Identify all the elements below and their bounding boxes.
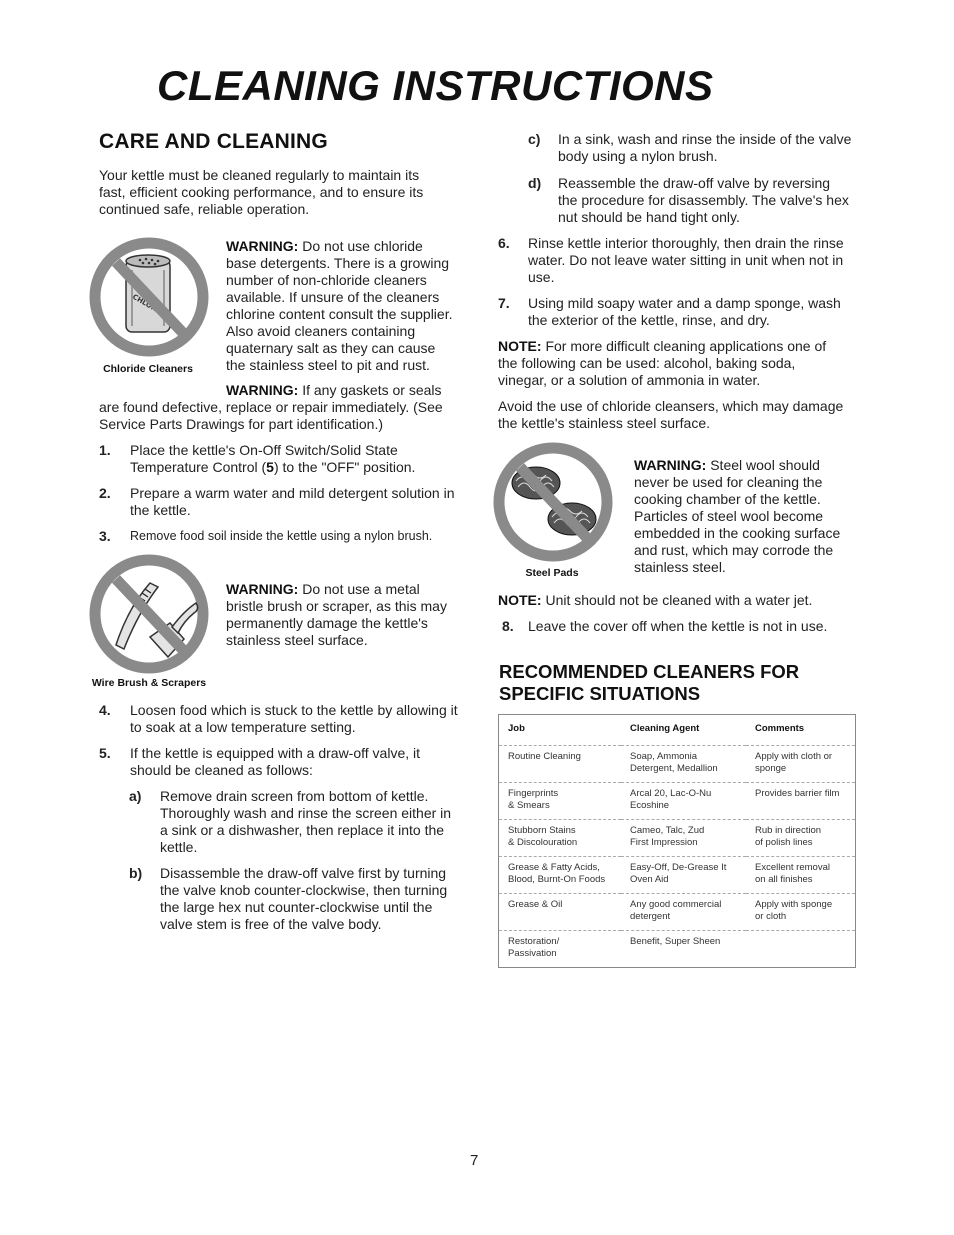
warning-label: WARNING:: [226, 581, 299, 597]
table-row: [499, 746, 855, 783]
column-header-job: Job: [499, 715, 621, 746]
note-label: NOTE:: [498, 338, 542, 354]
cell-comments: Apply with cloth or sponge: [746, 746, 855, 783]
substep-b: [129, 865, 459, 933]
substep-text: In a sink, wash and rinse the inside of the valve body using a nylon brush.: [558, 131, 852, 164]
note-difficult-cleaning: [498, 338, 848, 389]
warning-label: WARNING:: [226, 382, 299, 398]
step-number: 1.: [99, 442, 111, 458]
warning-text: Steel wool should never be used for cleaning the cooking chamber of the kettle. Particles of steel wool become embedded in the cooking surface and rust, which may corrode the stainless steel.: [634, 457, 841, 575]
note-label: NOTE:: [498, 592, 542, 608]
table-row: [499, 894, 855, 931]
figure-caption-chloride: Chloride Cleaners: [103, 363, 193, 375]
step-text: Loosen food which is stuck to the kettle by allowing it to soak at a low temperature setting.: [130, 702, 458, 735]
step-number: 8.: [502, 618, 514, 634]
cell-comments: Provides barrier film: [746, 783, 855, 820]
cell-agent: Cameo, Talc, Zud First Impression: [621, 820, 746, 857]
step-4: [99, 702, 459, 736]
step-number: 5.: [99, 745, 111, 761]
step-2: [99, 485, 459, 519]
table-row: [499, 820, 855, 857]
step-text: Place the kettle's On-Off Switch/Solid State Temperature Control (: [130, 442, 398, 475]
step-number: 2.: [99, 485, 111, 501]
note-water-jet: [498, 592, 854, 609]
step-number: 3.: [99, 528, 111, 544]
substep-label: d): [528, 175, 542, 191]
step-1: [99, 442, 459, 476]
warning-label: WARNING:: [226, 238, 299, 254]
cell-agent: Soap, Ammonia Detergent, Medallion: [621, 746, 746, 783]
substep-a: [129, 788, 459, 856]
step-8: [502, 618, 854, 635]
cell-agent: Easy-Off, De-Grease It Oven Aid: [621, 857, 746, 894]
step-7: [498, 295, 854, 329]
note-text: For more difficult cleaning applications one of the following can be used: alcohol, baking soda, vinegar, or a solution of ammonia in water.: [498, 338, 827, 388]
substep-c: [528, 131, 853, 165]
warning-label: WARNING:: [634, 457, 707, 473]
step-text: ) to the "OFF" position.: [273, 459, 416, 475]
warning-chloride: [226, 238, 454, 374]
warning-text: If any gaskets or seals are found defective, replace or repair immediately. (See Service Parts Drawings for part identification.): [99, 382, 443, 432]
cell-comments: Excellent removal on all finishes: [746, 857, 855, 894]
care-intro: Your kettle must be cleaned regularly to maintain its fast, efficient cooking performance, and to ensure its continued safe, reliable operation.: [99, 167, 424, 217]
recommended-heading: RECOMMENDED CLEANERS FOR SPECIFIC SITUATIONS: [499, 661, 800, 704]
chloride-cleaners-prohibited-icon: [88, 236, 210, 358]
cleaners-table: [498, 714, 856, 968]
page-title: CLEANING INSTRUCTIONS: [157, 62, 714, 109]
table-header-row: [499, 715, 855, 746]
cell-job: Routine Cleaning: [499, 746, 621, 783]
table-row: [499, 931, 855, 967]
step-3: [99, 528, 459, 545]
column-header-agent: Cleaning Agent: [621, 715, 746, 746]
step-text: Remove food soil inside the kettle using a nylon brush.: [130, 529, 433, 543]
column-header-comments: Comments: [746, 715, 855, 746]
cell-comments: Apply with sponge or cloth: [746, 894, 855, 931]
warning-steel-wool: [634, 457, 856, 576]
cell-job: Restoration/ Passivation: [508, 935, 560, 959]
step-6: [498, 235, 854, 286]
step-text: Leave the cover off when the kettle is not in use.: [528, 618, 828, 634]
step-text: Rinse kettle interior thoroughly, then drain the rinse water. Do not leave water sitting in unit when not in use.: [528, 235, 844, 285]
steel-pads-prohibited-icon: [492, 441, 614, 563]
warning-gaskets: [99, 382, 457, 433]
substep-text: Remove drain screen from bottom of kettle. Thoroughly wash and rinse the screen either in a sink or a dishwasher, then replace it into the kettle.: [160, 788, 452, 855]
substep-label: b): [129, 865, 143, 881]
note-text: Unit should not be cleaned with a water jet.: [545, 592, 813, 608]
table-row: [499, 783, 855, 820]
cell-job: Grease & Oil: [499, 894, 621, 931]
step-callout: 5: [266, 459, 274, 475]
step-text: Using mild soapy water and a damp sponge, wash the exterior of the kettle, rinse, and dry.: [528, 295, 841, 328]
cell-job: Grease & Fatty Acids, Blood, Burnt-On Foods: [499, 857, 621, 894]
step-5: [99, 745, 459, 779]
substep-d: [528, 175, 853, 226]
step-number: 6.: [498, 235, 510, 251]
step-number: 4.: [99, 702, 111, 718]
cell-comments: [746, 931, 855, 967]
substep-text: Disassemble the draw-off valve first by turning the valve knob counter-clockwise, then turning the large hex nut counter-clockwise until the valve stem is free of the valve body.: [160, 865, 448, 932]
warning-text: Do not use chloride base detergents. There is a growing number of non-chloride cleaners available. If unsure of the cleaners chlorine content consult the supplier. Also avoid cleaners containing quaternary salt as they can cause the stainless steel to pit and rust.: [226, 238, 453, 373]
wire-brush-prohibited-icon: [88, 553, 210, 675]
care-heading: CARE AND CLEANING: [99, 130, 328, 153]
cell-comments: Rub in direction of polish lines: [746, 820, 855, 857]
figure-caption-steel-pads: Steel Pads: [525, 567, 579, 579]
cell-agent: Arcal 20, Lac-O-Nu Ecoshine: [621, 783, 746, 820]
substep-text: Reassemble the draw-off valve by reversing the procedure for disassembly. The valve's hex nut should be hand tight only.: [558, 175, 849, 225]
step-number: 7.: [498, 295, 510, 311]
cell-agent: Benefit, Super Sheen: [630, 935, 721, 947]
substep-label: a): [129, 788, 142, 804]
substep-label: c): [528, 131, 541, 147]
cell-agent: Any good commercial detergent: [621, 894, 746, 931]
warning-brush: [226, 581, 458, 649]
avoid-chloride-text: Avoid the use of chloride cleansers, which may damage the kettle's stainless steel surface.: [498, 398, 844, 431]
table-row: [499, 857, 855, 894]
step-text: If the kettle is equipped with a draw-off valve, it should be cleaned as follows:: [130, 745, 421, 778]
warning-text: Do not use a metal bristle brush or scraper, as this may permanently damage the kettle's stainless steel surface.: [226, 581, 447, 648]
figure-caption-brush: Wire Brush & Scrapers: [91, 677, 207, 689]
cell-job: Stubborn Stains & Discolouration: [499, 820, 621, 857]
cell-job: Fingerprints & Smears: [499, 783, 621, 820]
step-text: Prepare a warm water and mild detergent solution in the kettle.: [130, 485, 455, 518]
page-number: 7: [470, 1152, 479, 1169]
